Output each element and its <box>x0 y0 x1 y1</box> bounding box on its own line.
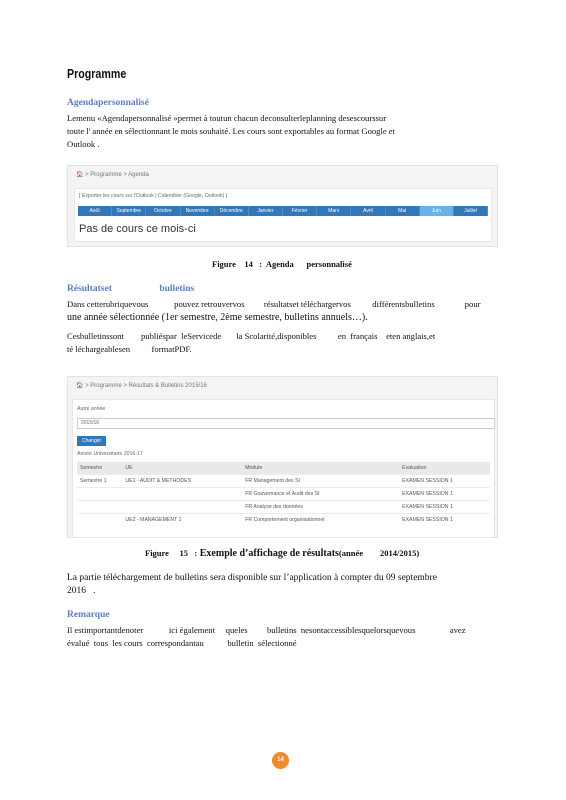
cell-evaluation: EXAMEN SESSION 1 <box>399 501 490 514</box>
paragraph-telechargement <box>67 572 437 598</box>
cell-semestre <box>77 501 122 514</box>
figure-agenda-screenshot <box>67 165 498 247</box>
autre-annee-label: Autre année <box>77 406 106 412</box>
section-title-remarque: Remarque <box>67 610 110 620</box>
cell-ue <box>122 488 242 501</box>
caption-main: Exemple d’affichage de résultats <box>197 548 339 559</box>
column-header: UE <box>122 462 242 475</box>
column-header: Semestre <box>77 462 122 475</box>
results-table <box>77 462 490 526</box>
cell-ue: UE2 - MANAGEMENT 1 <box>122 514 242 527</box>
cell-evaluation: EXAMEN SESSION 1 <box>399 514 490 527</box>
section-title-resultats: Résultatset bulletins <box>67 284 195 294</box>
page-number-badge: 14 <box>272 752 289 769</box>
paragraph-agenda <box>67 112 395 151</box>
text-line: Outlook . <box>67 139 100 149</box>
cell-evaluation: EXAMEN SESSION 1 <box>399 488 490 501</box>
figure-caption-15 <box>145 548 419 559</box>
text-line: évalué tous les cours correspondantau bulletin sélectionné <box>67 638 297 648</box>
text-line: té léchargeablesen formatPDF. <box>67 344 192 354</box>
caption-prefix: Figure 15 : <box>145 548 198 558</box>
table-row <box>77 501 490 514</box>
section-title-agenda: Agendapersonnalisé <box>67 98 149 108</box>
month-tab[interactable]: Août <box>78 206 112 216</box>
text-line: La partie téléchargement de bulletins sera disponible sur l’application à compter du 09 septembre <box>67 573 437 583</box>
cell-semestre <box>77 514 122 527</box>
empty-message: Pas de cours ce mois-ci <box>79 223 196 235</box>
text-line: Dans cetterubriquevous pouvez retrouvervos résultatset téléchargervos différentsbulletins pour <box>67 299 481 309</box>
month-tab[interactable]: Juillet <box>454 206 488 216</box>
paragraph-resultats <box>67 298 481 356</box>
cell-module: FR Gouvernance et Audit des SI <box>242 488 399 501</box>
month-tab[interactable]: Mars <box>317 206 351 216</box>
cell-module: FR Comportement organisationnel <box>242 514 399 527</box>
year-caption: Année Universitaire 2016-17 <box>77 451 143 457</box>
text-line: toute l' année en sélectionnant le mois souhaité. Les cours sont exportables au format Google et <box>67 126 396 136</box>
column-header: Evaluation <box>399 462 490 475</box>
cell-ue <box>122 501 242 514</box>
cell-evaluation: EXAMEN SESSION 1 <box>399 475 490 488</box>
month-tab[interactable]: Décembre <box>215 206 249 216</box>
month-tab[interactable]: Janvier <box>249 206 283 216</box>
text-line: Il estimportantdenoter ici également queles bulletins nesontaccessiblesquelorsquevous avez <box>67 625 466 635</box>
text-line: Cesbulletinssont publiéspar leServicede la Scolarité,disponibles en français eten anglais,et <box>67 331 436 341</box>
table-row <box>77 514 490 527</box>
month-tab[interactable]: Février <box>283 206 317 216</box>
month-tab[interactable]: Mai <box>386 206 420 216</box>
month-tab[interactable]: Novembre <box>181 206 215 216</box>
cell-ue: UE1 - AUDIT & METHODES <box>122 475 242 488</box>
resultats-panel <box>72 399 495 538</box>
month-tab[interactable]: Septembre <box>112 206 146 216</box>
month-tab[interactable]: Avril <box>351 206 385 216</box>
cell-module: FR Analyse des données <box>242 501 399 514</box>
text-line: 2016 . <box>67 586 96 596</box>
cell-module: FR Management des SI <box>242 475 399 488</box>
agenda-panel <box>74 188 492 242</box>
month-tab[interactable]: Octobre <box>146 206 180 216</box>
export-link[interactable]: [ Exporter les cours sur l'Outlook | Calendrier (Google, Outlook) ] <box>79 193 228 199</box>
year-select[interactable]: 2015/16 <box>77 418 495 429</box>
table-row <box>77 488 490 501</box>
breadcrumb: 🏠 > Programme > Résultats & Bulletins 2015/16 <box>76 383 207 389</box>
figure-resultats-screenshot <box>67 376 498 538</box>
table-row <box>77 475 490 488</box>
column-header: Module <box>242 462 399 475</box>
figure-caption-14: Figure 14 : Agenda personnalisé <box>212 259 352 269</box>
text-line: une année sélectionnée (1er semestre, 2ème semestre, bulletins annuels…). <box>67 312 368 323</box>
text-line: Lemenu «Agendapersonnalisé »permet à toutun chacun deconsulterleplanning desescourssur <box>67 113 387 123</box>
month-tab-selected[interactable]: Juin <box>420 206 454 216</box>
cell-semestre: Semestre 1 <box>77 475 122 488</box>
page-heading: Programme <box>67 66 127 81</box>
cell-semestre <box>77 488 122 501</box>
caption-suffix: (année 2014/2015) <box>338 548 420 558</box>
paragraph-remarque <box>67 624 466 650</box>
breadcrumb: 🏠 > Programme > Agenda <box>76 172 149 178</box>
change-year-button[interactable]: Changer <box>77 436 106 446</box>
month-tabs <box>78 206 488 216</box>
